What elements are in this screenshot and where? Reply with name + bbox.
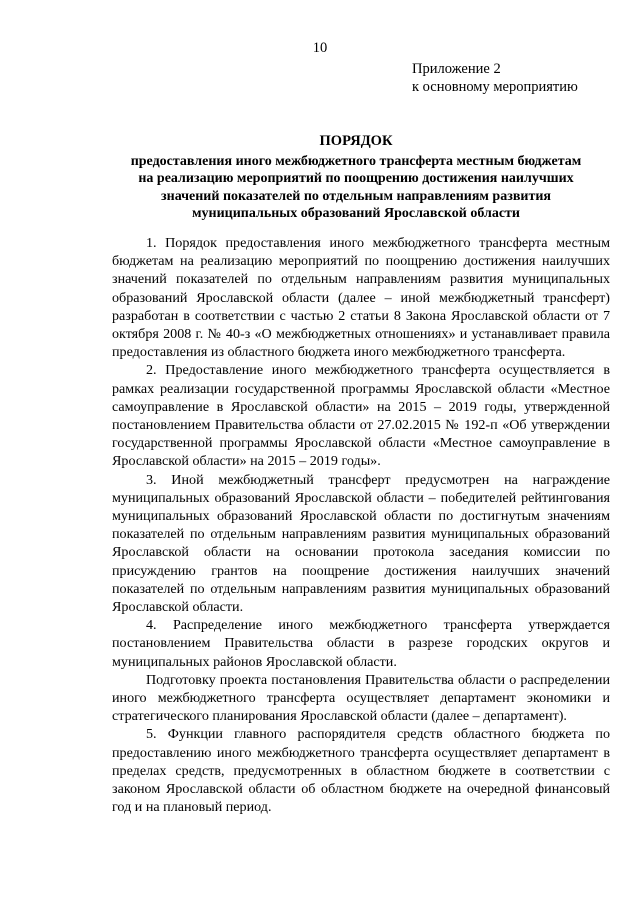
paragraph-3: 3. Иной межбюджетный трансферт предусмотрен на награждение муниципальных образований Ярославской области – победителей рейтингования муниципальных образований Ярославской области по достигнутым значениям показателей по отдельным направлениям развития муниципальных образований Ярославской области на основании протокола заседания комиссии по присуждению грантов на поощрение достижения наилучших значений показателей по отдельным направлениям развития муниципальных образований Ярославской области.: [112, 471, 610, 616]
paragraph-2: 2. Предоставление иного межбюджетного трансферта осуществляется в рамках реализации государственной программы Ярославской области «Местное самоуправление в Ярославской области» на 2015 – 2019 годы, утвержденной постановлением Правительства области от 27.02.2015 № 192-п «Об утверждении государственной программы Ярославской области «Местное самоуправление в Ярославской области» на 2015 – 2019 годы».: [112, 362, 610, 470]
paragraph-1: 1. Порядок предоставления иного межбюджетного трансферта местным бюджетам на реализацию мероприятий по поощрению достижения наилучших значений показателей по отдельным направлениям развития муниципальных образований Ярославской области (далее – иной межбюджетный трансферт) разработан в соответствии с частью 2 статьи 8 Закона Ярославской области от 7 октября 2008 г. № 40-з «О межбюджетных отношениях» и устанавливает правила предоставления из областного бюджета иного межбюджетного трансферта.: [112, 235, 610, 361]
title-line-1: предоставления иного межбюджетного трансферта местным бюджетам: [130, 153, 582, 169]
title-line-2: на реализацию мероприятий по поощрению достижения наилучших: [138, 171, 574, 186]
title-main: ПОРЯДОК: [319, 133, 393, 149]
page-number: 10: [312, 40, 328, 56]
paragraph-6: 5. Функции главного распорядителя средств областного бюджета по предоставлению иного межбюджетного трансферта осуществляет департамент в пределах средств, предусмотренных в областном бюджете в соответствии с законом Ярославской области об областном бюджете на очередной финансовый год и на плановый период.: [112, 726, 610, 816]
appendix-label: [412, 60, 622, 96]
document-title: [100, 133, 612, 223]
title-line-3: значений показателей по отдельным направлениям развития: [161, 188, 551, 204]
paragraph-4: 4. Распределение иного межбюджетного трансферта утверждается постановлением Правительства области в разрезе городских округов и муниципальных районов Ярославской области.: [112, 617, 610, 670]
title-line-4: муниципальных образований Ярославской области: [191, 206, 520, 221]
appendix-line-1: Приложение 2: [412, 61, 501, 77]
paragraph-5: Подготовку проекта постановления Правительства области о распределении иного межбюджетного трансферта осуществляет департамент экономики и стратегического планирования Ярославской области (далее – департамент).: [112, 671, 610, 725]
document-body: [112, 234, 610, 817]
appendix-line-2: к основному мероприятию: [412, 79, 578, 95]
